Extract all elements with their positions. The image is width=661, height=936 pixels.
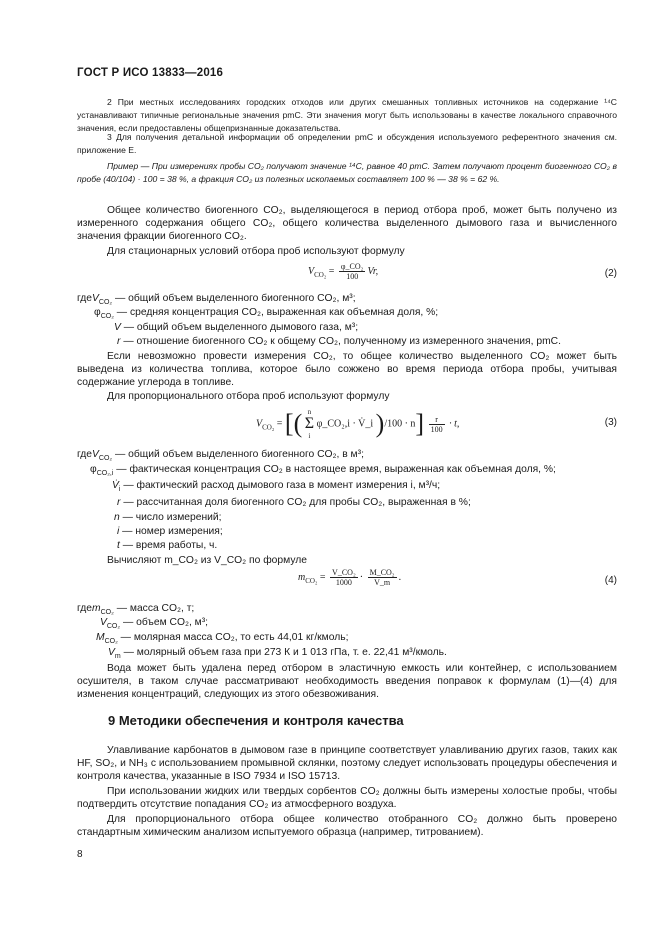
definition-row: гдеV$_{CO_2}$ — общий объем выделенного биогенного CO₂, в м³; [77, 449, 364, 463]
bracket-open: [( [284, 409, 303, 438]
equation-2: $V_{CO_2}$ = $\frac{\text{φ\_CO₂}}{100}$ Vr, [308, 262, 379, 281]
equation-2-fraction: $\frac{\text{φ\_CO₂}}{100}$ [340, 262, 364, 281]
sigma-icon: Σ [304, 415, 315, 432]
definition-row: r — рассчитанная доля биогенного CO₂ для пробы CO₂, выраженная в %; [117, 497, 471, 508]
definition-row: гдеV$_{CO_2}$ — общий объем выделенного биогенного CO₂, м³; [77, 293, 356, 307]
equation-4-fraction-2: $\frac{\text{M\_CO₂}}{V\_m}$ [369, 568, 395, 587]
paragraph-stationary: Для стационарных условий отбора проб используют формулу [107, 246, 405, 257]
equation-4: $m_{CO_2}$ = $\frac{\text{V\_CO₂}}{1000}$ · $\frac{\text{M\_CO₂}}{V\_m}$ . [298, 568, 402, 587]
sum-symbol: n Σ i [304, 408, 315, 440]
equation-2-number: (2) [604, 268, 617, 279]
example-block [77, 160, 617, 185]
bracket-square-close: ] [415, 409, 425, 438]
definition-row: $\varphi_{CO_2}$ — средняя концентрация CO₂, выраженная как объемная доля, %; [94, 307, 439, 321]
section-9-paragraph-1: Улавливание карбонатов в дымовом газе в принципе соответствует улавливанию других газов, таких как HF, SO₂, и NH₃ с использованием промывной склянки, поэтому следует использовать процедуры обеспечения и контроля качества, указанные в ISO 7934 и ISO 15713. [77, 745, 617, 783]
section-9-heading: 9 Методики обеспечения и контроля качества [108, 713, 404, 728]
definition-row: $M_{CO_2}$ — молярная масса CO₂, то есть 44,01 кг/кмоль; [96, 632, 349, 646]
example-label: Пример — [107, 161, 150, 171]
equation-3-number: (3) [604, 417, 617, 428]
definition-row: t — время работы, ч. [117, 540, 218, 551]
equation-3-fraction: $\frac{r}{100}$ [430, 414, 443, 434]
paragraph-water-removal: Вода может быть удалена перед отбором в эластичную емкость или контейнер, с использованием осушителя, в таком случае рассматривают необходимость введения поправок к формулам (1)—(4) для изменения концентраций, следующих из этого обезвоживания. [77, 663, 617, 701]
paragraph-biogenic-total: Общее количество биогенного CO₂, выделяющегося в период отбора проб, может быть получено из измеренного содержания общего CO₂, общего количества выделенного дымового газа и вычисленного значения фракции биогенного CO₂. [77, 205, 617, 243]
definition-row: i — номер измерения; [117, 526, 223, 537]
note-3: 3 Для получения детальной информации об определении pmC и обсуждения используемого референтного значения см. приложение Е. [77, 132, 617, 155]
definition-row: $V̇_i$ — фактический расход дымового газа в момент измерения i, м³/ч; [112, 480, 441, 494]
definition-row: n — число измерений; [114, 512, 222, 523]
definition-row: $V_{CO_2}$ — объем CO₂, м³; [100, 617, 209, 631]
note-2: 2 При местных исследованиях городских отходов или других смешанных топливных источников на содержание ¹⁴C устанавливают типичные региональные значения pmC. Эти значения могут быть использованы в качестве локального справочного значения, если предоставлены общепризнанные доказательства. [77, 97, 617, 133]
equation-4-fraction-1: $\frac{\text{V\_CO₂}}{1000}$ [332, 568, 356, 587]
equation-3: $V_{CO_2}$ = [( n Σ i φ_CO₂,i · V̇_i )/100 · n] $\frac{r}{100}$ · t, [256, 408, 460, 440]
paragraph-mass-formula: Вычисляют m_CO₂ из V_CO₂ по формуле [107, 555, 307, 566]
bracket-close: ) [375, 409, 385, 438]
definition-row: $\varphi_{CO_2,i}$ — фактическая концентрация CO₂ в настоящее время, выраженная как объемная доля, %; [90, 464, 556, 478]
definition-row: гдеm$_{CO_2}$ — масса CO₂, т; [77, 603, 195, 617]
definition-row: $V_m$ — молярный объем газа при 273 К и 1 013 гПа, т. е. 22,41 м³/кмоль. [108, 647, 447, 661]
page-number: 8 [77, 849, 83, 860]
definition-row: V — общий объем выделенного дымового газа, м³; [114, 322, 359, 333]
section-9-paragraph-3: Для пропорционального отбора общее количество отобранного CO₂ должно быть проверено стандартным химическим анализом испытуемого образца (например, титрованием). [77, 814, 617, 839]
definition-row: r — отношение биогенного CO₂ к общему CO₂, полученному из измеренного значения, pmC. [117, 336, 561, 347]
equation-4-number: (4) [604, 575, 617, 586]
paragraph-fuel: Если невозможно провести измерения CO₂, то общее количество выделенного CO₂ может быть выведена из количества топлива, которое было сожжено во время периода отбора пробы, учитывая содержание углерода в топливе. [77, 351, 617, 389]
paragraph-proportional: Для пропорционального отбора проб используют формулу [107, 391, 390, 402]
section-9-paragraph-2: При использовании жидких или твердых сорбентов CO₂ должны быть измерены холостые пробы, чтобы подтвердить отсутствие попадания CO₂ из атмосферного воздуха. [77, 786, 617, 811]
document-header: ГОСТ Р ИСО 13833—2016 [77, 67, 224, 79]
example-text: При измерениях пробы CO₂ получают значение ¹⁴C, равное 40 pmC. Затем получают процент биогенного CO₂ в пробе (40/104) · 100 = 38 %, а фракция CO₂ из полезных ископаемых составляет 100 % — 38 % = 62 %. [77, 161, 617, 184]
